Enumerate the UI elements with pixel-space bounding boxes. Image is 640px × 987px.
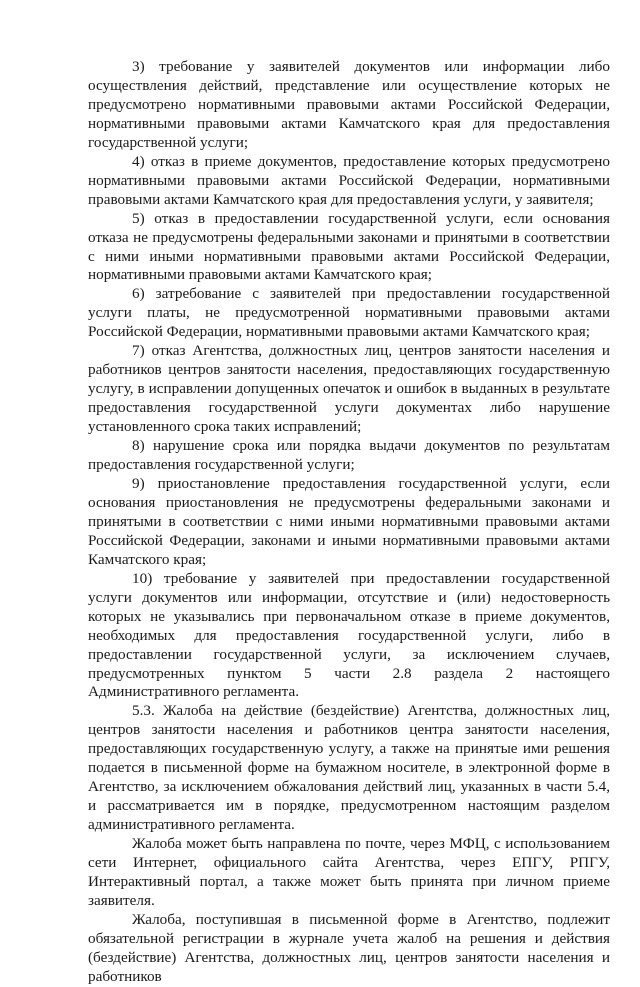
paragraph-section-5-3: 5.3. Жалоба на действие (бездействие) Агентства, должностных лиц, центров занятости населения и работников центра занятости населения, предоставляющих государственную услугу, а также на принятые ими решения подается в письменной форме на бумажном носителе, в электронной форме в Агентство, за исключением обжалования действий лиц, указанных в части 5.4, и рассматривается им в порядке, предусмотренном настоящим разделом административного регламента. (88, 702, 610, 834)
paragraph-item-3: 3) требование у заявителей документов или информации либо осуществления действий, представление или осуществление которых не предусмотрено нормативными правовыми актами Российской Федерации, нормативными правовыми актами Камчатского края для предоставления государственной услуги; (88, 58, 610, 151)
paragraph-item-4: 4) отказ в приеме документов, предоставление которых предусмотрено нормативными правовыми актами Российской Федерации, нормативными правовыми актами Камчатского края для предоставления услуги, у заявителя; (88, 152, 610, 208)
paragraph-item-9: 9) приостановление предоставления государственной услуги, если основания приостановления не предусмотрены федеральными законами и принятыми в соответствии с ними иными нормативными правовыми актами Российской Федерации, законами и иными нормативными правовыми актами Камчатского края; (88, 474, 610, 568)
paragraph-item-5: 5) отказ в предоставлении государственной услуги, если основания отказа не предусмотрены федеральными законами и принятыми в соответствии с ними иными нормативными правовыми актами Российской Федерации, нормативными правовыми актами Камчатского края; (88, 209, 610, 284)
paragraph-item-10: 10) требование у заявителей при предоставлении государственной услуги документов или информации, отсутствие и (или) недостоверность которых не указывались при первоначальном отказе в приеме документов, необходимых для предоставления государственной услуги, либо в предоставлении государственной услуги, за исключением случаев, предусмотренных пунктом 5 части 2.8 раздела 2 настоящего Административного регламента. (88, 569, 610, 701)
document-body (88, 58, 610, 987)
paragraph-complaint-registration: Жалоба, поступившая в письменной форме в Агентство, подлежит обязательной регистрации в журнале учета жалоб на решения и действия (бездействие) Агентства, должностных лиц, центров занятости населения и работников (88, 910, 610, 985)
paragraph-item-7: 7) отказ Агентства, должностных лиц, центров занятости населения и работников центров занятости населения, предоставляющих государственную услугу, в исправлении допущенных опечаток и ошибок в выданных в результате предоставления государственной услуги документах либо нарушение установленного срока таких исправлений; (88, 342, 610, 436)
paragraph-item-6: 6) затребование с заявителей при предоставлении государственной услуги платы, не предусмотренной нормативными правовыми актами Российской Федерации, нормативными правовыми актами Камчатского края; (88, 285, 610, 341)
paragraph-complaint-channels: Жалоба может быть направлена по почте, через МФЦ, с использованием сети Интернет, официального сайта Агентства, через ЕПГУ, РПГУ, Интерактивный портал, а также может быть принята при личном приеме заявителя. (88, 835, 610, 909)
paragraph-item-8: 8) нарушение срока или порядка выдачи документов по результатам предоставления государственной услуги; (88, 437, 610, 474)
